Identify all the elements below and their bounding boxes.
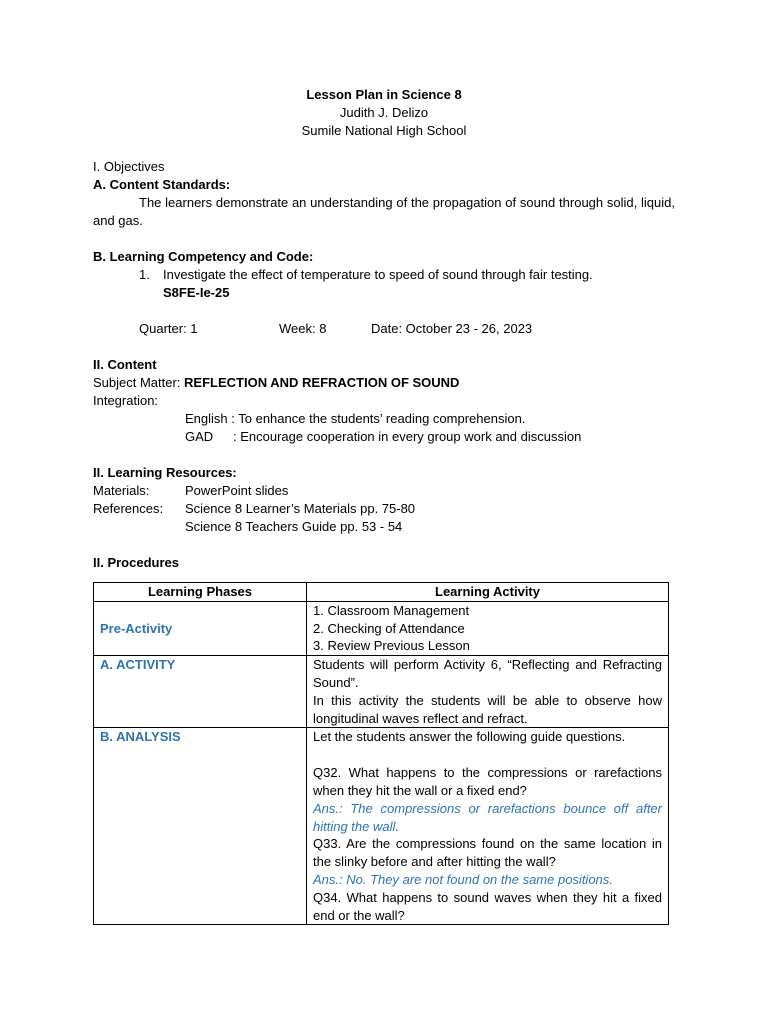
teacher-name: Judith J. Delizo — [339, 105, 429, 120]
references-label: References: — [93, 501, 164, 516]
activity-cell — [307, 601, 669, 655]
schedule-row — [93, 320, 675, 338]
header-learning-phases: Learning Phases — [94, 583, 307, 602]
phase-pre-activity: Pre-Activity — [94, 601, 307, 655]
content-heading: II. Content — [93, 357, 157, 372]
resources-heading: II. Learning Resources: — [93, 465, 237, 480]
list-item: 1. Classroom Management — [313, 602, 470, 618]
reference-item: Science 8 Teachers Guide pp. 53 - 54 — [185, 519, 403, 534]
references-row — [93, 500, 675, 518]
subject-matter-label: Subject Matter: — [93, 375, 185, 390]
table-row — [94, 601, 669, 655]
content-standards-text: The learners demonstrate an understanding of the propagation of sound through solid, liquid, and gas. — [93, 195, 675, 228]
subject-matter-value: REFLECTION AND REFRACTION OF SOUND — [184, 375, 460, 390]
week: Week: 8 — [279, 321, 327, 336]
table-row — [94, 728, 669, 925]
answer-q32: Ans.: The compressions or rarefactions bounce off after hitting the wall. — [313, 800, 662, 834]
question-q34: Q34. What happens to sound waves when they hit a fixed end or the wall? — [313, 889, 662, 923]
answer-q33: Ans.: No. They are not found on the same positions. — [313, 871, 613, 887]
date: Date: October 23 - 26, 2023 — [371, 321, 533, 336]
materials-value: PowerPoint slides — [185, 483, 289, 498]
procedures-heading: II. Procedures — [93, 555, 179, 570]
activity-text: In this activity the students will be able to observe how longitudinal waves reflect and refract. — [313, 692, 662, 726]
header-learning-activity: Learning Activity — [307, 583, 669, 602]
content-standards-heading: A. Content Standards: — [93, 177, 231, 192]
references-row-2 — [93, 518, 675, 536]
activity-cell — [307, 728, 669, 925]
document-title: Lesson Plan in Science 8 — [306, 87, 462, 102]
reference-item: Science 8 Learner’s Materials pp. 75-80 — [185, 501, 416, 516]
procedures-table — [93, 582, 669, 925]
materials-row — [93, 482, 675, 500]
lesson-plan-page — [93, 86, 675, 925]
table-header-row — [94, 583, 669, 602]
activity-cell — [307, 656, 669, 728]
table-row — [94, 656, 669, 728]
integration-key: English — [185, 411, 228, 426]
quarter: Quarter: 1 — [139, 321, 198, 336]
competency-heading: B. Learning Competency and Code: — [93, 249, 314, 264]
analysis-intro: Let the students answer the following guide questions. — [313, 729, 626, 745]
integration-label: Integration: — [93, 393, 159, 408]
phase-activity: A. ACTIVITY — [94, 656, 307, 728]
question-q32: Q32. What happens to the compressions or rarefactions when they hit the wall or a fixed end? — [313, 765, 662, 798]
integration-value: : Encourage cooperation in every group work and discussion — [233, 429, 582, 444]
integration-key: GAD — [185, 429, 214, 444]
integration-value: : To enhance the students’ reading comprehension. — [231, 411, 526, 426]
subject-matter — [93, 374, 675, 392]
objectives-heading: I. Objectives — [93, 159, 165, 174]
list-item: 2. Checking of Attendance — [313, 620, 465, 636]
list-item: 3. Review Previous Lesson — [313, 638, 470, 654]
integration-gad — [93, 428, 675, 446]
competency-text: Investigate the effect of temperature to speed of sound through fair testing. — [163, 267, 593, 282]
integration-english — [93, 410, 675, 428]
competency-item — [93, 266, 675, 284]
competency-code: S8FE-Ie-25 — [163, 285, 230, 300]
materials-label: Materials: — [93, 483, 150, 498]
question-q33: Q33. Are the compressions found on the same location in the slinky before and after hitting the wall? — [313, 836, 662, 870]
school-name: Sumile National High School — [301, 123, 467, 138]
activity-text: Students will perform Activity 6, “Reflecting and Refracting Sound”. — [313, 657, 662, 690]
competency-number: 1. — [139, 267, 150, 282]
phase-analysis: B. ANALYSIS — [94, 728, 307, 925]
